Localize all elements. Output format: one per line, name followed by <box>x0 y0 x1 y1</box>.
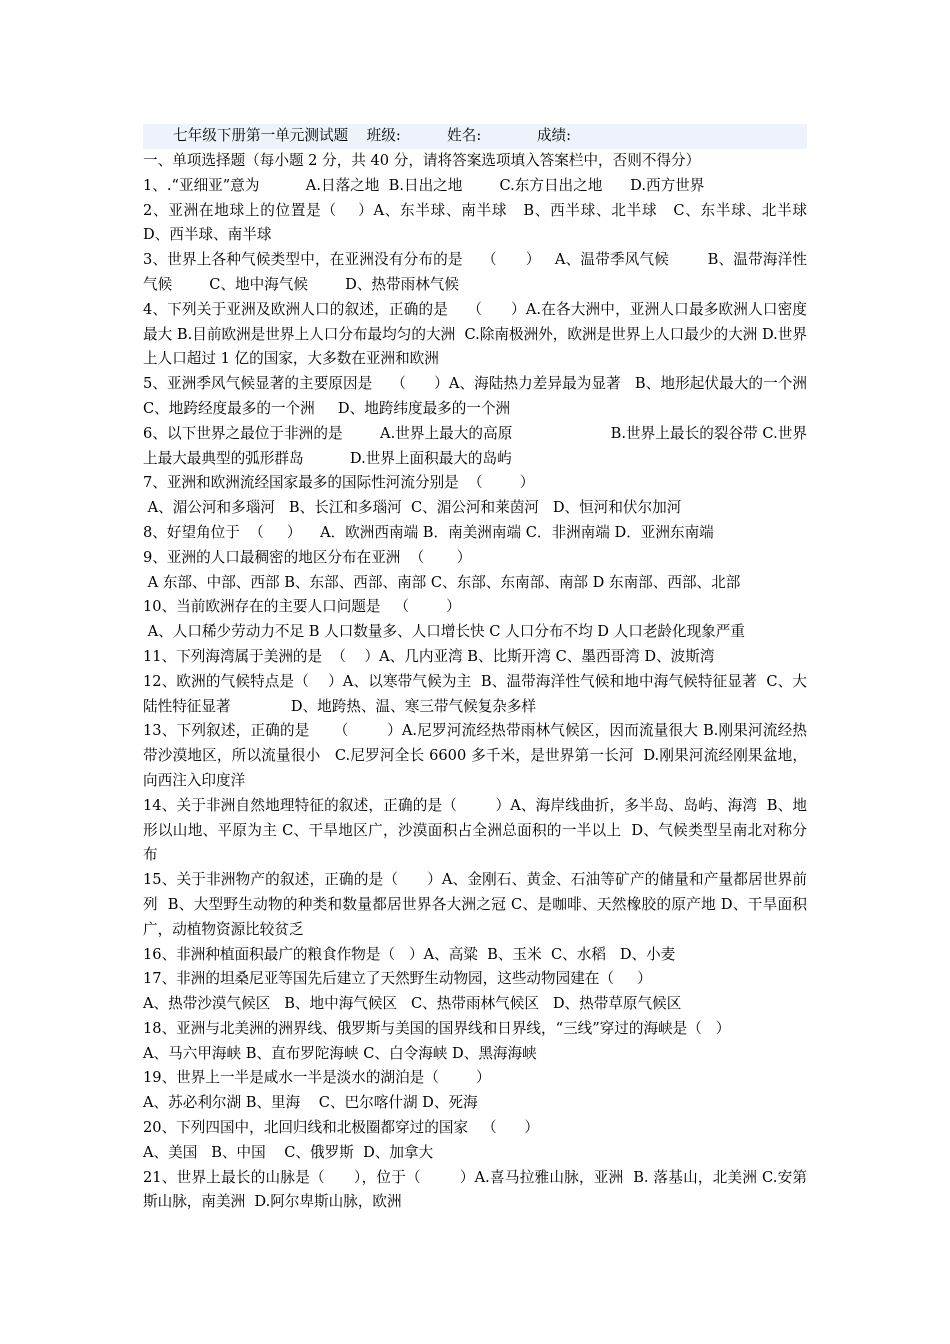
question-item: A、美国 B、中国 C、俄罗斯 D、加拿大 <box>143 1143 434 1161</box>
question-item: 20、下列四国中，北回归线和北极圈都穿过的国家 （ ） <box>143 1119 539 1137</box>
question-item: 12、欧洲的气候特点是（ ）A、以寒带气候为主 B、温带海洋性气候和地中海气候特征显著 C、大陆性特征显著 D、地跨热、温、寒三带气候复杂多样 <box>143 672 807 715</box>
question-item: 2、亚洲在地球上的位置是（ ）A、东半球、南半球 B、西半球、北半球 C、东半球、北半球 D、西半球、南半球 <box>143 201 821 244</box>
question-item: 11、下列海湾属于美洲的是 （ ）A、几内亚湾 B、比斯开湾 C、墨西哥湾 D、波斯湾 <box>143 647 715 665</box>
question-item: 3、世界上各种气候类型中，在亚洲没有分布的是 （ ） A、温带季风气候 B、温带海洋性气候 C、地中海气候 D、热带雨林气候 <box>143 251 807 293</box>
question-item: 14、关于非洲自然地理特征的叙述，正确的是（ ）A、海岸线曲折，多半岛、岛屿、海湾 B、地形以山地、平原为主 C、干旱地区广，沙漠面积占全洲总面积的一半以上 D、气候类型呈南北对称分布 <box>143 796 807 864</box>
question-item: 4、下列关于亚洲及欧洲人口的叙述，正确的是 （ ）A.在各大洲中，亚洲人口最多欧洲人口密度最大 B.目前欧洲是世界上人口分布最均匀的大洲 C.除南极洲外，欧洲是世界上人口最少的大洲 D.世界上人口超过 1 亿的国家，大多数在亚洲和欧洲 <box>143 300 807 368</box>
question-item: 17、非洲的坦桑尼亚等国先后建立了天然野生动物园，这些动物园建在（ ） <box>143 970 652 988</box>
question-item: A、热带沙漠气候区 B、地中海气候区 C、热带雨林气候区 D、热带草原气候区 <box>143 995 682 1013</box>
question-item: 10、当前欧洲存在的主要人口问题是 （ ） <box>143 598 461 616</box>
question-item: 8、好望角位于 （ ） A．欧洲西南端 B．南美洲南端 C．非洲南端 D．亚洲东南端 <box>143 523 714 541</box>
question-item: 16、非洲种植面积最广的粮食作物是（ ）A、高粱 B、玉米 C、水稻 D、小麦 <box>143 945 676 963</box>
question-item: 7、亚洲和欧洲流经国家最多的国际性河流分别是 （ ） <box>143 474 535 492</box>
question-item: 5、亚洲季风气候显著的主要原因是 （ ）A、海陆热力差异最为显著 B、地形起伏最大的一个洲 C、地跨经度最多的一个洲 D、地跨纬度最多的一个洲 <box>143 375 817 417</box>
question-item: A、湄公河和多瑙河 B、长江和多瑙河 C、湄公河和莱茵河 D、恒河和伏尔加河 <box>143 499 682 517</box>
exam-page <box>143 124 821 1215</box>
question-item: A、马六甲海峡 B、直布罗陀海峡 C、白令海峡 D、黑海海峡 <box>143 1044 537 1062</box>
question-item: 21、世界上最长的山脉是（ ），位于（ ）A.喜马拉雅山脉，亚洲 B. 落基山，北美洲 C.安第斯山脉，南美洲 D.阿尔卑斯山脉，欧洲 <box>143 1168 807 1211</box>
question-item: 6、以下世界之最位于非洲的是 A.世界上最大的高原 B.世界上最长的裂谷带 C.世界上最大最典型的弧形群岛 D.世界上面积最大的岛屿 <box>143 424 807 467</box>
question-item: 1、.“亚细亚”意为 A.日落之地 B.日出之地 C.东方日出之地 D.西方世界 <box>143 176 705 194</box>
question-item: 13、下列叙述，正确的是 （ ）A.尼罗河流经热带雨林气候区，因而流量很大 B.刚果河流经热带沙漠地区，所以流量很小 C.尼罗河全长 6600 多千米，是世界第一长河 D.刚果河流经刚果盆地，向西注入印度洋 <box>143 722 807 789</box>
question-item: 9、亚洲的人口最稠密的地区分布在亚洲 （ ） <box>143 548 472 566</box>
question-item: 18、亚洲与北美洲的洲界线、俄罗斯与美国的国界线和日界线，“三线”穿过的海峡是（ ） <box>143 1019 731 1037</box>
question-item: 19、世界上一半是咸水一半是淡水的湖泊是（ ） <box>143 1069 491 1087</box>
section-title: 一、单项选择题（每小题 2 分，共 40 分，请将答案选项填入答案栏中，否则不得分） <box>143 152 701 169</box>
question-list <box>143 174 821 1215</box>
question-item: A、苏必利尔湖 B、里海 C、巴尔喀什湖 D、死海 <box>143 1094 478 1112</box>
question-item: A、人口稀少劳动力不足 B 人口数量多、人口增长快 C 人口分布不均 D 人口老龄化现象严重 <box>143 623 745 641</box>
exam-header: 七年级下册第一单元测试题 班级: 姓名: 成绩: <box>143 124 807 149</box>
question-item: 15、关于非洲物产的叙述，正确的是（ ）A、金刚石、黄金、石油等矿产的储量和产量都居世界前列 B、大型野生动物的种类和数量都居世界各大洲之冠 C、是咖啡、天然橡胶的原产地 D、干旱面积广，动植物资源比较贫乏 <box>143 871 807 938</box>
question-item: A 东部、中部、西部 B、东部、西部、南部 C、东部、东南部、南部 D 东南部、西部、北部 <box>143 573 741 591</box>
